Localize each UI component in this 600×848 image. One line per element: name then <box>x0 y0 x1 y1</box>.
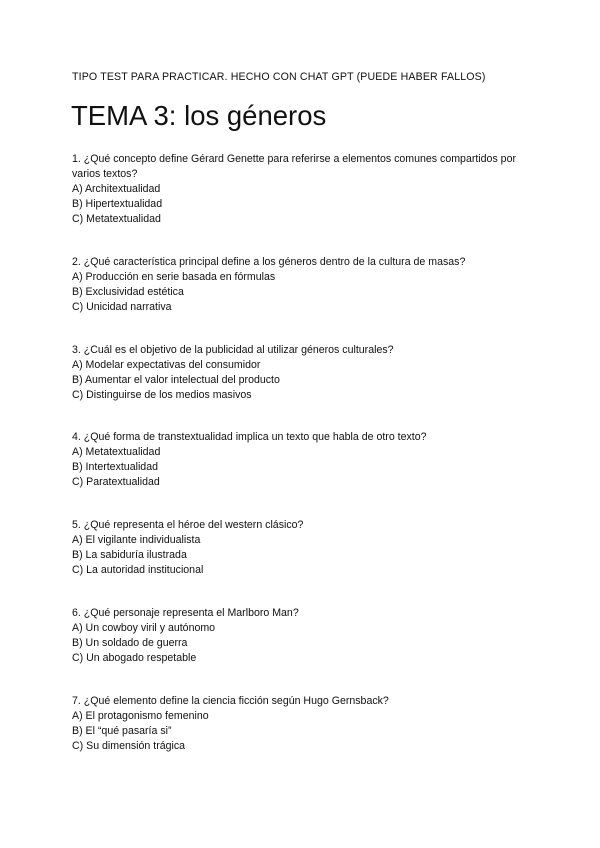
option-c: C) Unicidad narrativa <box>72 301 172 313</box>
option-c: C) Paratextualidad <box>72 476 160 488</box>
option-b: B) Aumentar el valor intelectual del producto <box>72 374 280 386</box>
option-b: B) Hipertextualidad <box>72 198 163 210</box>
header-note: TIPO TEST PARA PRACTICAR. HECHO CON CHAT GPT (PUEDE HABER FALLOS) <box>72 71 486 83</box>
question-3 <box>72 343 542 403</box>
question-text: 4. ¿Qué forma de transtextualidad implica un texto que habla de otro texto? <box>72 431 427 443</box>
option-b: B) El “qué pasaría si” <box>72 725 172 737</box>
question-text: 5. ¿Qué representa el héroe del western clásico? <box>72 519 304 531</box>
option-c: C) Un abogado respetable <box>72 652 197 664</box>
option-a: A) Metatextualidad <box>72 446 161 458</box>
option-c: C) Su dimensión trágica <box>72 740 186 752</box>
option-a: A) Un cowboy viril y autónomo <box>72 622 216 634</box>
question-6 <box>72 606 542 666</box>
question-text: 7. ¿Qué elemento define la ciencia ficción según Hugo Gernsback? <box>72 695 389 707</box>
option-b: B) La sabiduría ilustrada <box>72 549 187 561</box>
question-text: 6. ¿Qué personaje representa el Marlboro Man? <box>72 607 299 619</box>
option-a: A) Producción en serie basada en fórmulas <box>72 271 276 283</box>
question-text: 2. ¿Qué característica principal define a los géneros dentro de la cultura de masas? <box>72 256 466 268</box>
question-text: 3. ¿Cuál es el objetivo de la publicidad al utilizar géneros culturales? <box>72 344 394 356</box>
option-a: A) Modelar expectativas del consumidor <box>72 359 261 371</box>
option-a: A) El protagonismo femenino <box>72 710 209 722</box>
option-c: C) Distinguirse de los medios masivos <box>72 389 252 401</box>
page-title: TEMA 3: los géneros <box>71 100 327 131</box>
question-2 <box>72 255 542 315</box>
question-5 <box>72 518 542 578</box>
option-c: C) Metatextualidad <box>72 213 161 225</box>
question-text: 1. ¿Qué concepto define Gérard Genette para referirse a elementos comunes compartidos por varios textos? <box>72 153 516 180</box>
option-b: B) Un soldado de guerra <box>72 637 188 649</box>
option-a: A) Architextualidad <box>72 183 161 195</box>
question-7 <box>72 694 542 754</box>
question-4 <box>72 430 542 490</box>
option-b: B) Exclusividad estética <box>72 286 184 298</box>
question-1 <box>72 152 542 227</box>
option-a: A) El vigilante individualista <box>72 534 201 546</box>
option-b: B) Intertextualidad <box>72 461 158 473</box>
option-c: C) La autoridad institucional <box>72 564 204 576</box>
